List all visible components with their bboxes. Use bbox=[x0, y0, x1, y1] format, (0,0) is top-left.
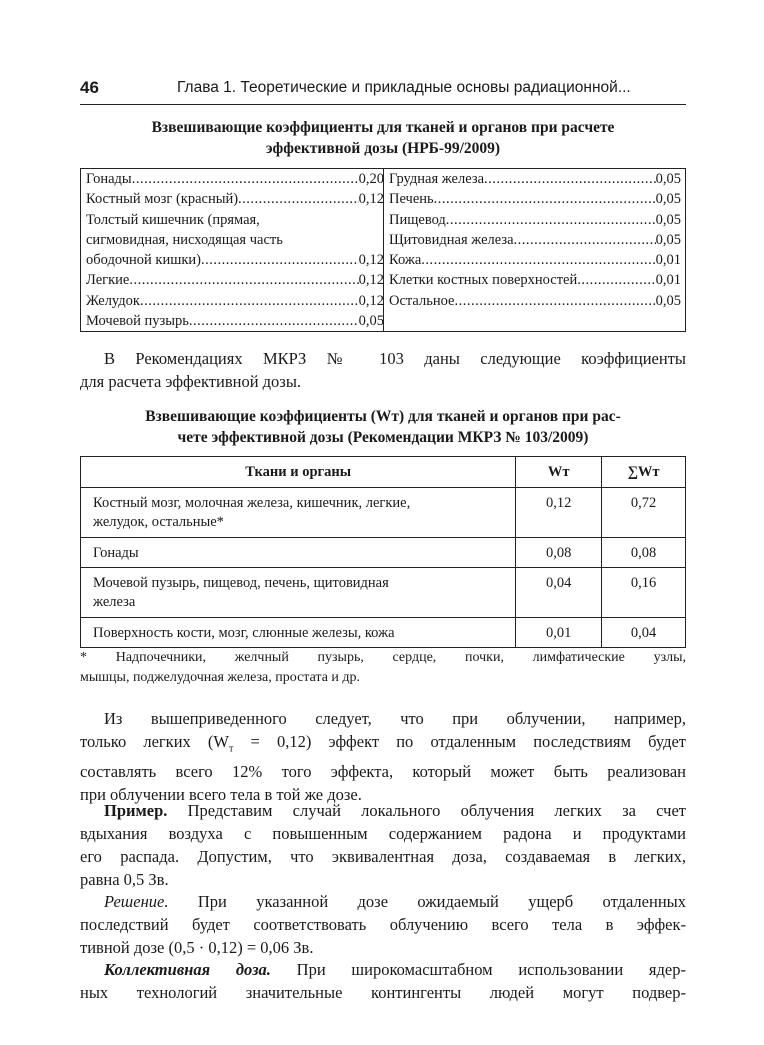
table1-row: Клетки костных поверхностей ..... 0,01 bbox=[389, 272, 681, 292]
intro-paragraph bbox=[80, 347, 686, 393]
table1-row: Грудная железа ..... 0,05 bbox=[389, 171, 681, 191]
table1-row-continued: Толстый кишечник (прямая, bbox=[86, 211, 260, 228]
collective-dose-label: Коллективная доза. bbox=[104, 960, 271, 979]
table1-row: Костный мозг (красный) ..... 0,12 bbox=[86, 191, 384, 211]
text-line: ных технологий значительные контингенты людей могут подвер- bbox=[80, 983, 686, 1002]
sum-wt-cell: 0,16 bbox=[602, 568, 686, 618]
column-header-wt: Wт bbox=[516, 457, 602, 488]
text-line: В Рекомендациях МКРЗ № 103 даны следующие коэффициенты bbox=[104, 349, 686, 368]
weighting-factors-table-icrp bbox=[80, 456, 686, 648]
table2-caption-line: Взвешивающие коэффициенты (Wт) для тканей и органов при рас- bbox=[145, 408, 621, 425]
tissue-cell: Костный мозг, молочная железа, кишечник, легкие, желудок, остальные* bbox=[81, 488, 516, 538]
body-paragraph-3 bbox=[80, 890, 686, 959]
text-line: вдыхания воздуха с повышенным содержанием радона и продуктами bbox=[80, 824, 686, 843]
table1-row: Кожа ..... 0,01 bbox=[389, 252, 681, 272]
column-header-tissues: Ткани и органы bbox=[81, 457, 516, 488]
table1-caption-line: эффективной дозы (НРБ-99/2009) bbox=[265, 140, 501, 157]
chapter-title: Глава 1. Теоретические и прикладные основы радиационной... bbox=[177, 79, 631, 96]
tissue-cell: Поверхность кости, мозг, слюнные железы, кожа bbox=[81, 618, 516, 648]
text-line: Решение. При указанной дозе ожидаемый ущерб отдаленных bbox=[104, 892, 686, 911]
tissue-cell: Гонады bbox=[81, 538, 516, 568]
body-paragraph-1 bbox=[80, 707, 686, 806]
text-line: для расчета эффективной дозы. bbox=[80, 372, 302, 391]
sum-wt-cell: 0,04 bbox=[602, 618, 686, 648]
text-line: последствий будет соответствовать облучению всего тела в эффек- bbox=[80, 915, 686, 934]
wt-cell: 0,01 bbox=[516, 618, 602, 648]
table1-row-continued: сигмовидная, нисходящая часть bbox=[86, 231, 283, 248]
text-line: составлять всего 12% того эффекта, который может быть реализован bbox=[80, 762, 686, 782]
table1-right-column bbox=[389, 171, 681, 313]
footnote-line: * Надпочечники, желчный пузырь, сердце, почки, лимфатические узлы, bbox=[80, 650, 686, 665]
table2-footnote bbox=[80, 648, 686, 688]
example-label: Пример. bbox=[104, 801, 168, 820]
sum-wt-cell: 0,08 bbox=[602, 538, 686, 568]
text-line: Пример. Представим случай локального облучения легких за счет bbox=[104, 801, 686, 820]
running-header bbox=[80, 76, 686, 105]
table1-row: Мочевой пузырь ..... 0,05 bbox=[86, 313, 384, 333]
tissue-cell: Мочевой пузырь, пищевод, печень, щитовидная железа bbox=[81, 568, 516, 618]
table2-caption-line: чете эффективной дозы (Рекомендации МКРЗ № 103/2009) bbox=[177, 429, 589, 446]
table2-caption bbox=[80, 406, 686, 448]
solution-label: Решение. bbox=[104, 892, 169, 911]
table-row bbox=[81, 538, 686, 568]
text-line: его распада. Допустим, что эквивалентная доза, создаваемая в легких, bbox=[80, 847, 686, 866]
text-line: тивной дозе (0,5 · 0,12) = 0,06 Зв. bbox=[80, 938, 314, 957]
table1-row: Желудок ..... 0,12 bbox=[86, 293, 384, 313]
table-row bbox=[81, 488, 686, 538]
text-line: Коллективная доза. При широкомасштабном использовании ядер- bbox=[104, 960, 686, 979]
column-header-sum-wt: ∑Wт bbox=[602, 457, 686, 488]
table1-row: Легкие ..... 0,12 bbox=[86, 272, 384, 292]
table1-row: Печень ..... 0,05 bbox=[389, 191, 681, 211]
table1-row: ободочной кишки) ..... 0,12 bbox=[86, 252, 384, 272]
table1-caption bbox=[80, 117, 686, 159]
text-line: только легких $(W_т = 0,12)$ эффект по отдаленным последствиям будет bbox=[80, 732, 687, 755]
table1-row: Щитовидная железа ..... 0,05 bbox=[389, 232, 681, 252]
weighting-factors-table-nrb bbox=[80, 168, 686, 332]
table1-row: Гонады ..... 0,20 bbox=[86, 171, 384, 191]
table1-left-column bbox=[86, 171, 384, 333]
table-row bbox=[81, 568, 686, 618]
wt-cell: 0,04 bbox=[516, 568, 602, 618]
body-paragraph-2 bbox=[80, 799, 686, 891]
table1-row: Остальное ..... 0,05 bbox=[389, 293, 681, 313]
sum-wt-cell: 0,72 bbox=[602, 488, 686, 538]
wt-cell: 0,08 bbox=[516, 538, 602, 568]
page-number: 46 bbox=[80, 78, 99, 97]
text-line: при облучении всего тела в той же дозе. bbox=[80, 785, 362, 805]
text-line: равна 0,5 Зв. bbox=[80, 870, 169, 889]
table-row bbox=[81, 618, 686, 648]
table2-header-row bbox=[81, 457, 686, 488]
table1-row: Пищевод ..... 0,05 bbox=[389, 212, 681, 232]
text-line: Из вышеприведенного следует, что при облучении, например, bbox=[104, 709, 686, 728]
footnote-line: мышцы, поджелудочная железа, простата и др. bbox=[80, 670, 361, 685]
table1-caption-line: Взвешивающие коэффициенты для тканей и органов при расчете bbox=[151, 119, 615, 136]
wt-cell: 0,12 bbox=[516, 488, 602, 538]
body-paragraph-4 bbox=[80, 958, 686, 1004]
